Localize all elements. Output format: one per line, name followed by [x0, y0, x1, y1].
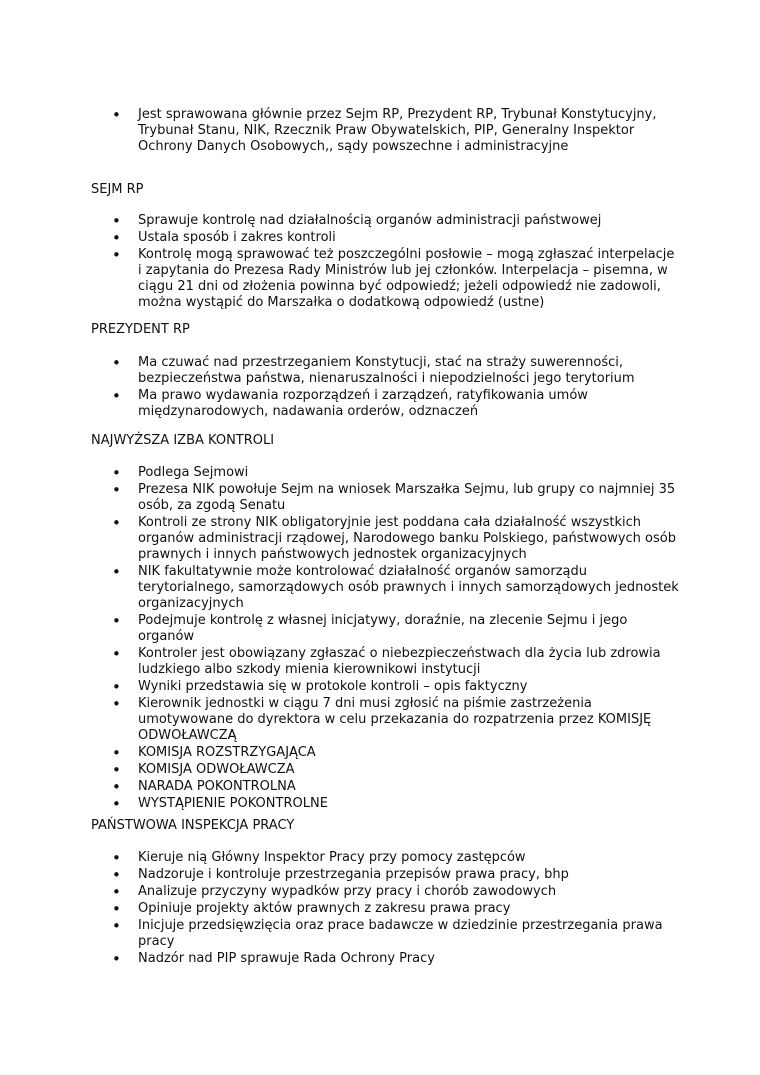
intro-list [110, 107, 680, 155]
list-item: • NARADA POKONTROLNA [110, 779, 680, 795]
list-item: • Podejmuje kontrolę z własnej inicjatywy, doraźnie, na zlecenie Sejmu i jego organów [110, 613, 680, 645]
list-item: • Ma prawo wydawania rozporządzeń i zarządzeń, ratyfikowania umów międzynarodowych, nadawania orderów, odznaczeń [110, 388, 680, 420]
list-item: • KOMISJA ROZSTRZYGAJĄCA [110, 745, 680, 761]
list-item: • Ma czuwać nad przestrzeganiem Konstytucji, stać na straży suwerenności, bezpieczeństwa państwa, nienaruszalności i niepodzielności jego terytorium [110, 355, 680, 387]
list-item: • Podlega Sejmowi [110, 465, 680, 481]
list-item: • Wyniki przedstawia się w protokole kontroli – opis faktyczny [110, 679, 680, 695]
list-item: • Jest sprawowana głównie przez Sejm RP, Prezydent RP, Trybunał Konstytucyjny, Trybunał Stanu, NIK, Rzecznik Praw Obywatelskich, PIP, Generalny Inspektor Ochrony Danych Osobowych,, sądy powszechne i administracyjne [110, 107, 680, 155]
list-item: • Kontroler jest obowiązany zgłaszać o niebezpieczeństwach dla życia lub zdrowia ludzkiego albo szkody mienia kierownikowi instytucji [110, 646, 680, 678]
section-heading-pip: PAŃSTWOWA INSPEKCJA PRACY [91, 818, 295, 833]
list-item: • KOMISJA ODWOŁAWCZA [110, 762, 680, 778]
list-item: • Inicjuje przedsięwzięcia oraz prace badawcze w dziedzinie przestrzegania prawa pracy [110, 918, 680, 950]
list-item: • Nadzór nad PIP sprawuje Rada Ochrony Pracy [110, 951, 680, 967]
list-item: • Kontrolę mogą sprawować też poszczególni posłowie – mogą zgłaszać interpelacje i zapytania do Prezesa Rady Ministrów lub jej członków. Interpelacja – pisemna, w ciągu 21 dni od złożenia powinna być odpowiedź; jeżeli odpowiedź nie zadowoli, można wystąpić do Marszałka o dodatkową odpowiedź (ustne) [110, 247, 680, 311]
list-item: • WYSTĄPIENIE POKONTROLNE [110, 796, 680, 812]
list-item: • Kieruje nią Główny Inspektor Pracy przy pomocy zastępców [110, 850, 680, 866]
list-item: • Nadzoruje i kontroluje przestrzegania przepisów prawa pracy, bhp [110, 867, 680, 883]
list-item: • Analizuje przyczyny wypadków przy pracy i chorób zawodowych [110, 884, 680, 900]
prezydent-list [110, 355, 680, 420]
list-item: • Prezesa NIK powołuje Sejm na wniosek Marszałka Sejmu, lub grupy co najmniej 35 osób, za zgodą Senatu [110, 482, 680, 514]
list-item: • Opiniuje projekty aktów prawnych z zakresu prawa pracy [110, 901, 680, 917]
list-item: • Sprawuje kontrolę nad działalnością organów administracji państwowej [110, 213, 680, 229]
pip-list [110, 850, 680, 967]
section-heading-sejm: SEJM RP [91, 182, 144, 197]
section-heading-prezydent: PREZYDENT RP [91, 322, 190, 337]
section-heading-nik: NAJWYŻSZA IZBA KONTROLI [91, 433, 275, 448]
sejm-list [110, 213, 680, 311]
list-item: • Ustala sposób i zakres kontroli [110, 230, 680, 246]
list-item: • Kierownik jednostki w ciągu 7 dni musi zgłosić na piśmie zastrzeżenia umotywowane do dyrektora w celu przekazania do rozpatrzenia przez KOMISJĘ ODWOŁAWCZĄ [110, 696, 680, 744]
nik-list [110, 465, 680, 812]
list-item: • Kontroli ze strony NIK obligatoryjnie jest poddana cała działalność wszystkich organów administracji rządowej, Narodowego banku Polskiego, państwowych osób prawnych i innych państwowych jednostek organizacyjnych [110, 515, 680, 563]
list-item: • NIK fakultatywnie może kontrolować działalność organów samorządu terytorialnego, samorządowych osób prawnych i innych samorządowych jednostek organizacyjnych [110, 564, 680, 612]
